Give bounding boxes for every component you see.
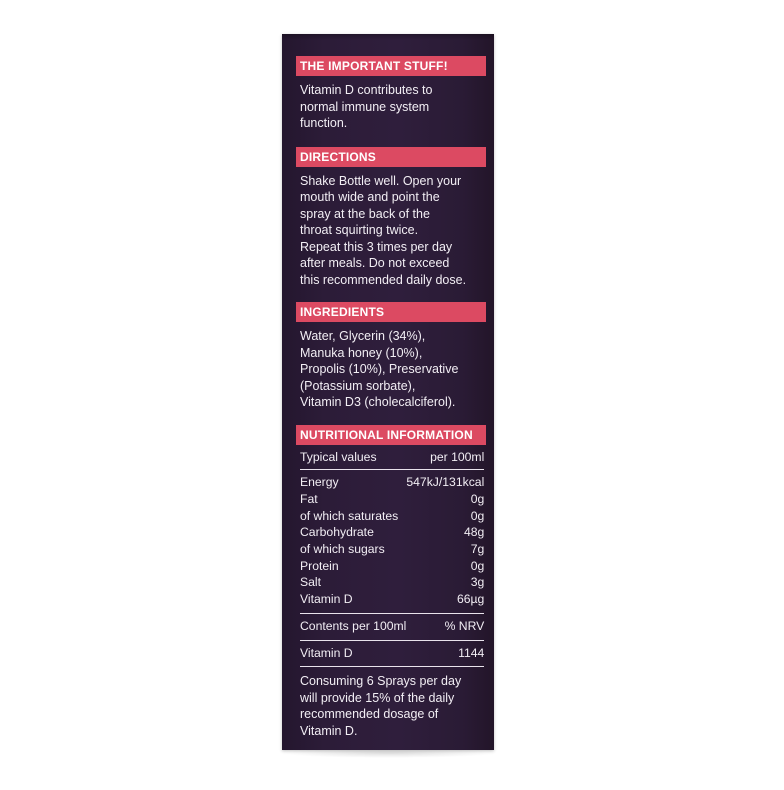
ingredients-line: Manuka honey (10%), (300, 345, 423, 360)
important-stuff-heading: THE IMPORTANT STUFF! (296, 56, 486, 76)
per-100ml-label: per 100ml (430, 449, 485, 464)
ingredients-line: Propolis (10%), Preservative (300, 362, 459, 376)
product-label-panel (282, 34, 494, 750)
typical-values-label: Typical values (300, 449, 377, 464)
nutrition-row (300, 508, 484, 525)
nrv-header-row (300, 618, 484, 635)
nutrition-row (300, 474, 484, 491)
nutrition-row (300, 491, 484, 508)
nutrition-row (300, 574, 484, 591)
ingredients-heading: INGREDIENTS (296, 302, 486, 322)
directions-line: after meals. Do not exceed (300, 256, 450, 270)
directions-line: Repeat this 3 times per day (300, 239, 453, 254)
directions-heading: DIRECTIONS (296, 147, 486, 167)
nutrition-row (300, 524, 484, 541)
nutrient-value: 0g (470, 491, 485, 506)
directions-line: throat squirting twice. (300, 223, 419, 237)
nutrient-label: of which saturates (300, 508, 399, 523)
nutrient-value: 66µg (456, 592, 485, 607)
note-line: recommended dosage of (300, 707, 439, 722)
directions-line: Shake Bottle well. Open your (300, 173, 462, 188)
nutrition-row (300, 558, 484, 575)
important-line: function. (300, 116, 348, 130)
nrv-value: 1144 (458, 645, 485, 660)
nutrient-label: Carbohydrate (300, 525, 374, 540)
dosage-note (298, 673, 480, 739)
nutrient-label: Fat (300, 491, 318, 506)
nutrient-label: Protein (300, 558, 339, 573)
nutrient-label: Vitamin D (300, 592, 353, 607)
important-stuff-text (298, 82, 480, 132)
nutrient-value: 0g (470, 558, 485, 573)
ingredients-line: (Potassium sorbate), (300, 378, 416, 393)
nutrition-row (300, 541, 484, 558)
nutrient-value: 7g (470, 542, 485, 557)
nutritional-information-heading: NUTRITIONAL INFORMATION (296, 425, 486, 445)
directions-line: spray at the back of the (300, 206, 430, 221)
nutrition-table (300, 449, 484, 668)
nutrition-row (300, 591, 484, 608)
label-content (298, 56, 485, 739)
nutrient-label: of which sugars (300, 542, 385, 557)
nutrition-header-row (300, 449, 484, 466)
nutrient-value: 3g (470, 575, 485, 590)
important-line: normal immune system (300, 99, 430, 114)
note-line: will provide 15% of the daily (300, 690, 455, 705)
nutrient-value: 48g (463, 525, 485, 540)
nrv-label: % NRV (444, 618, 485, 633)
directions-line: mouth wide and point the (300, 190, 440, 204)
note-line: Consuming 6 Sprays per day (300, 674, 462, 689)
directions-line: this recommended daily dose. (300, 272, 467, 287)
table-divider (300, 667, 484, 668)
nrv-row (300, 645, 484, 662)
contents-per-100ml-label: Contents per 100ml (300, 618, 407, 633)
nutrient-label: Salt (300, 575, 322, 590)
note-line: Vitamin D. (300, 723, 358, 738)
ingredients-text (298, 328, 480, 411)
important-line: Vitamin D contributes to (300, 83, 433, 97)
ingredients-line: Vitamin D3 (cholecalciferol). (300, 395, 456, 409)
nutrient-label: Energy (300, 475, 339, 490)
nutrient-value: 547kJ/131kcal (406, 475, 485, 490)
directions-text (298, 173, 480, 289)
nrv-nutrient-label: Vitamin D (300, 645, 353, 660)
nutrient-value: 0g (470, 508, 485, 523)
ingredients-line: Water, Glycerin (34%), (300, 329, 426, 343)
